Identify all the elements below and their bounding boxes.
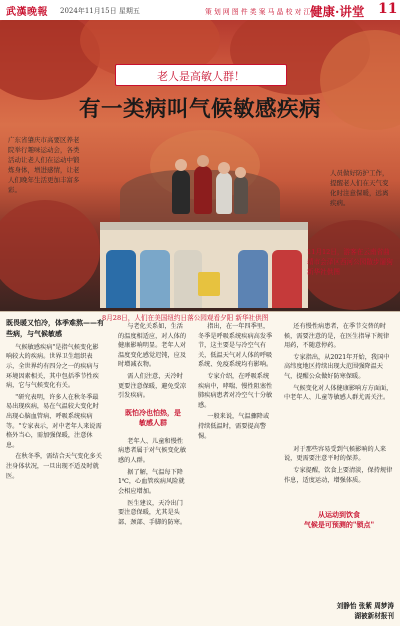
right-paragraph: 还有慢性病患者，在季节交替的时候，需要注意的是，在医生指导下规律用药，不随意停药。 xyxy=(284,323,390,350)
middle2-paragraph: 专家介绍，在呼吸系统疾病中，哮喘、慢性阻塞性肺疾病患者对冷空气十分敏感。 xyxy=(198,373,273,409)
editor-credits: 策 划 网 图 件 类 案 马 晶 校 对 江 丽 xyxy=(205,8,320,16)
sea-wall xyxy=(100,222,308,230)
kicker-box xyxy=(115,64,287,86)
left-subhead: 既畏暖又怕冷，体季难熬——有些病，与气候敏感 xyxy=(6,318,104,338)
middle-paragraph: 据了解，气温每下降1℃，心血管疾病风险就会相应增加。 xyxy=(118,468,185,495)
right-column xyxy=(284,322,394,487)
beach-cabins-photo xyxy=(100,228,308,308)
right-subhead: 从运动到饮食 气候是可预测的"锁点" xyxy=(303,510,375,529)
masthead xyxy=(0,0,400,21)
photo-caption-2: 11月12日，游客在云南省曲靖市会泽区西河公园散步遛狗 新华社供图 xyxy=(307,248,393,276)
right-paragraph: 气候变化对人体健康影响方方面面，中老年人、儿童等敏感人群尤需关注。 xyxy=(284,384,393,402)
page-number: 11 xyxy=(378,1,398,17)
page-headline: 有一类病叫气候敏感疾病 xyxy=(78,97,321,122)
left-paragraph: 在秋冬季，需结合天气变化多关注身体状况，一旦出现不适及时就医。 xyxy=(6,453,102,480)
middle-paragraph: 需人们注意，天冷时更要注意保暖，避免受凉引发疾病。 xyxy=(118,373,187,400)
right-paragraph: 对于那些容易受到气候影响的人来说，更需要注意平时的保养。 xyxy=(284,445,387,463)
middle2-paragraph: 一般来说，气温骤降或持续低温时，需要提高警惕。 xyxy=(198,413,270,440)
section-title: 健康·讲堂 xyxy=(310,4,365,19)
right-paragraph: 专家提醒，饮食上要清淡，保持规律作息，适度运动，增强体质。 xyxy=(284,467,393,484)
right-paragraph: 专家指出，从2021年开始，我国中高纬度地区持续出现大范围强降温天气，提醒公众做好防寒保暖。 xyxy=(284,353,390,381)
left-paragraph: "研究表明，许多人在秋冬季最易出现疾病，易在气温较大变化时出现心脑血管病、呼吸系统疾病等。"专家表示，对中老年人来说需格外当心，需加强保暖，注意休息。 xyxy=(6,393,102,449)
hero-right-text: 人员做好防护工作，提醒老人们在天气变化时注意保暖，远离疾病。 xyxy=(330,169,389,208)
middle-column-2 xyxy=(198,322,274,443)
middle-paragraph: 医生建议，天冷出门要注意保暖，尤其是头部、颈部、手脚的防寒。 xyxy=(118,499,187,526)
hero-intro: 广东省肇庆市高要区养老院举行趣味运动会，各类活动让老人们在运动中锻炼身体，增进感情，让老人们晚年生活更加丰富多彩。 xyxy=(8,136,80,195)
issue-date: 2024年11月15日 星期五 xyxy=(60,7,140,15)
left-column xyxy=(6,318,104,483)
kicker-text: 老人是高敏人群！ xyxy=(157,70,245,83)
middle-paragraph: 与老化关系如，生活的温度相适应，对人体的健康影响明显。老年人对温度变化感觉迟钝，应及时增减衣物。 xyxy=(118,323,187,369)
middle2-paragraph: 指出，在一年四季里，冬季是呼吸系统疾病高发季节，这主要是与冷空气有关，低温天气对人体的呼吸系统、免疫系统均有影响。 xyxy=(198,323,273,369)
photo-caption-1: 8月28日，人们在美国纽约日落公园观看夕阳 新华社供图 xyxy=(102,314,269,322)
beach-chair xyxy=(198,272,220,296)
left-paragraph: 气候敏感疾病"是指气候变化影响较大的疾病。世界卫生组织表示，全世界约有四分之一的疾病与环境因素相关，其中包括季节性疾病，它与气候变化有关。 xyxy=(6,343,99,390)
newspaper-logo: 武漢晚報 xyxy=(6,7,48,18)
byline: 刘静怡 张紫 周梦涛 湖被新材报刊 xyxy=(336,602,394,620)
middle-subhead: 既怕冷也怕热，是 敏感人群 xyxy=(125,408,181,427)
middle-paragraph: 老年人、儿童和慢性病患者属于对气候变化敏感的人群。 xyxy=(118,437,187,465)
